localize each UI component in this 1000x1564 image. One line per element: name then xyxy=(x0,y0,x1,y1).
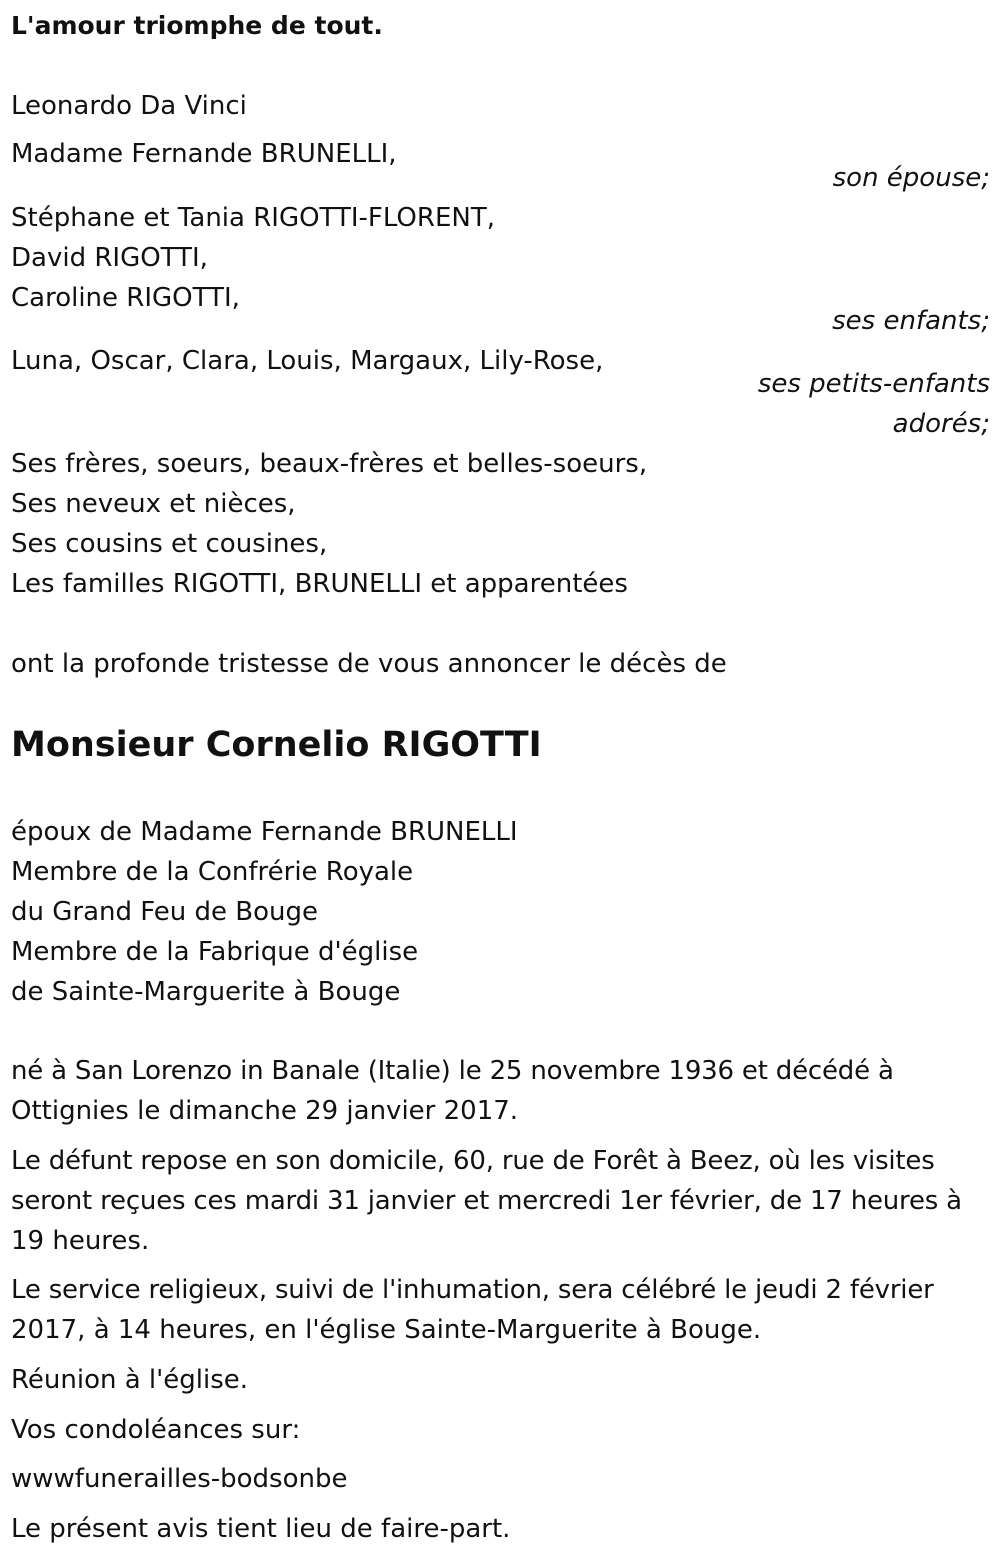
spouse-role: son épouse; xyxy=(832,163,990,193)
child-line: Stéphane et Tania RIGOTTI-FLORENT, xyxy=(11,203,495,233)
service-line: 2017, à 14 heures, en l'église Sainte-Marguerite à Bouge. xyxy=(11,1315,762,1345)
condolences-label: Vos condoléances sur: xyxy=(11,1415,301,1445)
birth-death-line: né à San Lorenzo in Banale (Italie) le 25 novembre 1936 et décédé à xyxy=(11,1056,894,1086)
motto: L'amour triomphe de tout. xyxy=(11,11,383,40)
title-line: époux de Madame Fernande BRUNELLI xyxy=(11,817,518,847)
grandchildren-names: Luna, Oscar, Clara, Louis, Margaux, Lily-Rose, xyxy=(11,346,604,376)
grandchildren-role-line1: ses petits-enfants xyxy=(757,369,990,399)
announcement: ont la profonde tristesse de vous annoncer le décès de xyxy=(11,649,727,679)
relatives-line: Ses neveux et nièces, xyxy=(11,489,296,519)
spouse-name: Madame Fernande BRUNELLI, xyxy=(11,139,397,169)
visitation-line: seront reçues ces mardi 31 janvier et mercredi 1er février, de 17 heures à xyxy=(11,1186,962,1216)
relatives-line: Ses frères, soeurs, beaux-frères et belles-soeurs, xyxy=(11,449,648,479)
title-line: Membre de la Confrérie Royale xyxy=(11,857,414,887)
title-line: de Sainte-Marguerite à Bouge xyxy=(11,977,401,1007)
title-line: Membre de la Fabrique d'église xyxy=(11,937,419,967)
relatives-line: Les familles RIGOTTI, BRUNELLI et apparentées xyxy=(11,569,628,599)
child-line: Caroline RIGOTTI, xyxy=(11,283,240,313)
deceased-name: Monsieur Cornelio RIGOTTI xyxy=(11,725,542,765)
child-line: David RIGOTTI, xyxy=(11,243,208,273)
meeting-note: Réunion à l'église. xyxy=(11,1365,249,1395)
service-line: Le service religieux, suivi de l'inhumation, sera célébré le jeudi 2 février xyxy=(11,1275,934,1305)
birth-death-line: Ottignies le dimanche 29 janvier 2017. xyxy=(11,1096,519,1126)
quote-author: Leonardo Da Vinci xyxy=(11,91,247,121)
visitation-line: 19 heures. xyxy=(11,1226,150,1256)
visitation-line: Le défunt repose en son domicile, 60, rue de Forêt à Beez, où les visites xyxy=(11,1146,935,1176)
title-line: du Grand Feu de Bouge xyxy=(11,897,319,927)
condolences-website: wwwfunerailles-bodsonbe xyxy=(11,1464,348,1494)
relatives-line: Ses cousins et cousines, xyxy=(11,529,328,559)
children-role: ses enfants; xyxy=(832,306,990,336)
grandchildren-role-line2: adorés; xyxy=(892,409,990,439)
notice-text: Le présent avis tient lieu de faire-part. xyxy=(11,1514,511,1544)
